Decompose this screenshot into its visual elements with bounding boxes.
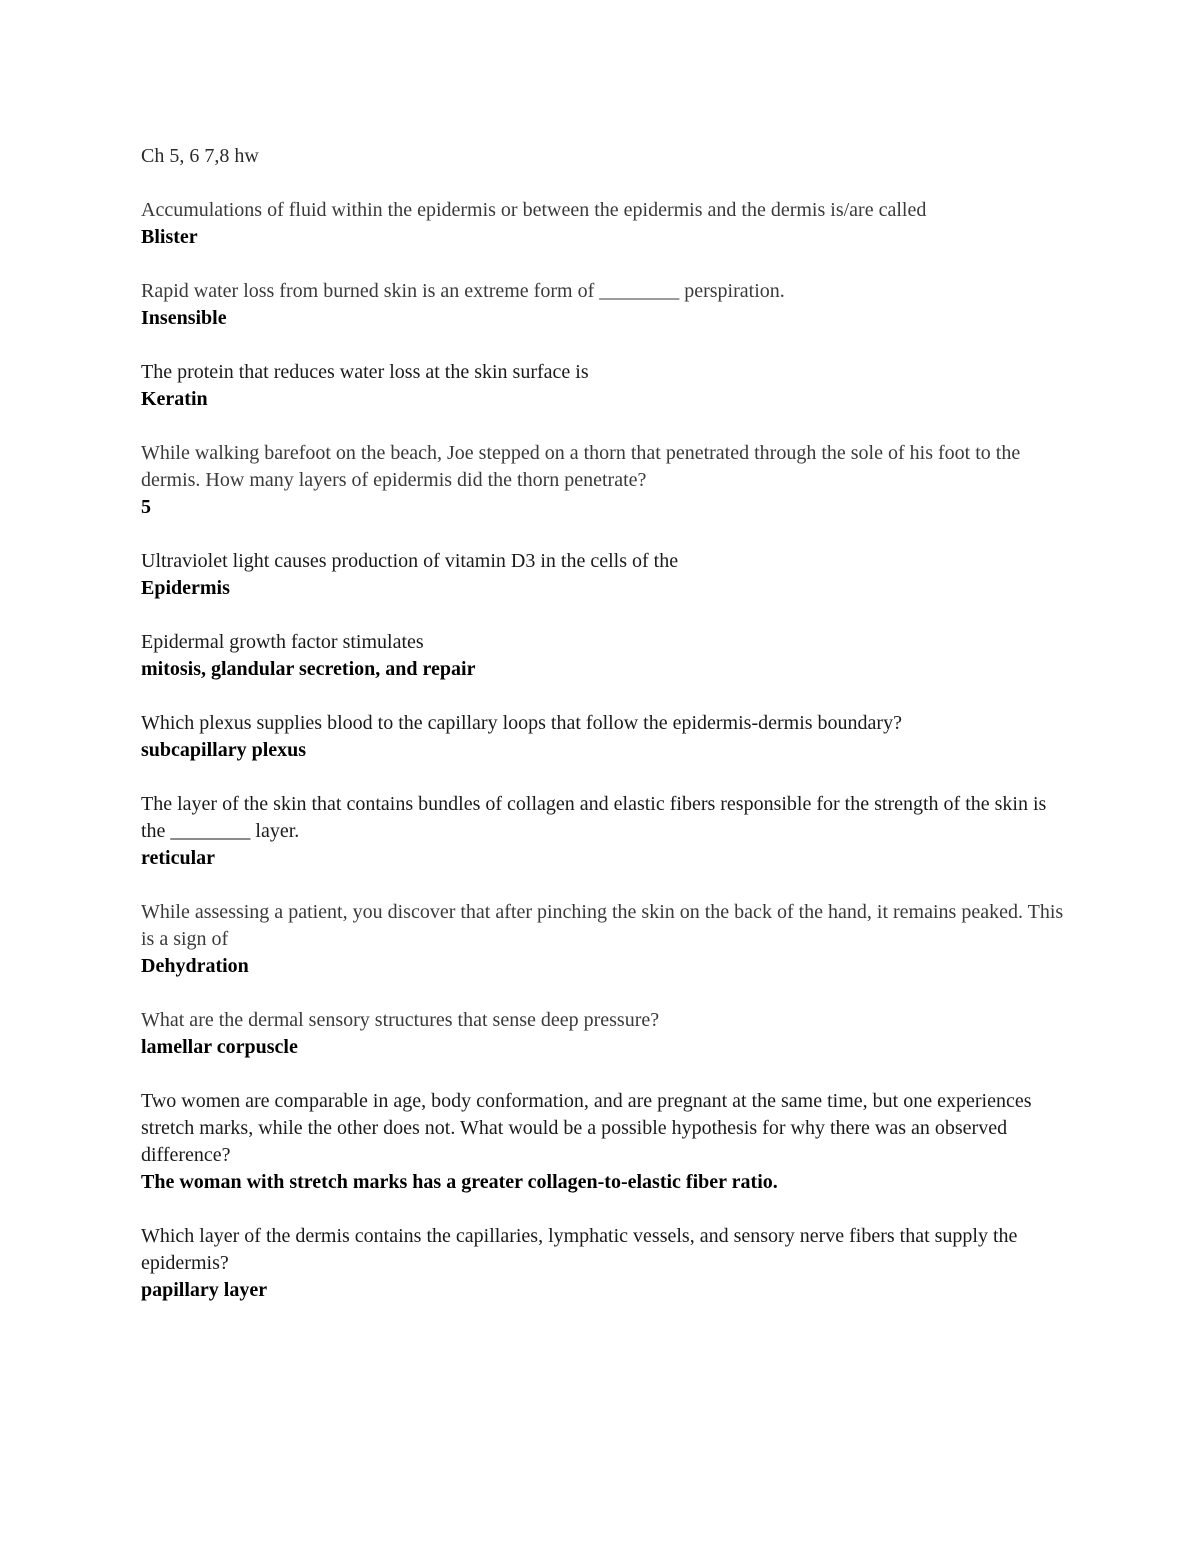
qa-item-12 (141, 1223, 1071, 1304)
question-text: Two women are comparable in age, body conformation, and are pregnant at the same time, but one experiences stretch marks, while the other does not. What would be a possible hypothesis for why there was an observed difference? (141, 1090, 1032, 1166)
answer-text: Dehydration (141, 955, 249, 977)
answer-text: Keratin (141, 388, 208, 410)
question-text: The layer of the skin that contains bundles of collagen and elastic fibers responsible for the strength of the skin is the ________ layer. (141, 793, 1047, 842)
answer-text: Blister (141, 226, 198, 248)
answer-text: mitosis, glandular secretion, and repair (141, 658, 476, 680)
question-text: While assessing a patient, you discover that after pinching the skin on the back of the hand, it remains peaked. This is a sign of (141, 901, 1064, 950)
qa-item-5 (141, 548, 1071, 602)
qa-item-1 (141, 197, 1071, 251)
qa-item-2 (141, 278, 1071, 332)
question-text: Which plexus supplies blood to the capillary loops that follow the epidermis-dermis boundary? (141, 712, 902, 734)
answer-text: Epidermis (141, 577, 230, 599)
question-text: What are the dermal sensory structures that sense deep pressure? (141, 1009, 660, 1031)
question-text: Accumulations of fluid within the epidermis or between the epidermis and the dermis is/are called (141, 199, 927, 221)
qa-item-4 (141, 440, 1071, 521)
answer-text: The woman with stretch marks has a greater collagen-to-elastic fiber ratio. (141, 1171, 778, 1193)
qa-item-9 (141, 899, 1071, 980)
qa-item-6 (141, 629, 1071, 683)
page-title: Ch 5, 6 7,8 hw (141, 145, 259, 167)
qa-item-10 (141, 1007, 1071, 1061)
answer-text: subcapillary plexus (141, 739, 307, 761)
answer-text: Insensible (141, 307, 227, 329)
qa-item-3 (141, 359, 1071, 413)
question-text: Rapid water loss from burned skin is an extreme form of ________ perspiration. (141, 280, 785, 302)
question-text: While walking barefoot on the beach, Joe stepped on a thorn that penetrated through the sole of his foot to the dermis. How many layers of epidermis did the thorn penetrate? (141, 442, 1021, 491)
question-text: Ultraviolet light causes production of vitamin D3 in the cells of the (141, 550, 679, 572)
answer-text: reticular (141, 847, 216, 869)
answer-text: papillary layer (141, 1279, 268, 1301)
answer-text: lamellar corpuscle (141, 1036, 298, 1058)
question-text: Epidermal growth factor stimulates (141, 631, 424, 653)
answer-text: 5 (141, 496, 151, 518)
question-text: The protein that reduces water loss at the skin surface is (141, 361, 589, 383)
document-page (141, 143, 1071, 1331)
qa-item-7 (141, 710, 1071, 764)
qa-item-8 (141, 791, 1071, 872)
question-text: Which layer of the dermis contains the capillaries, lymphatic vessels, and sensory nerve fibers that supply the epidermis? (141, 1225, 1018, 1274)
qa-item-11 (141, 1088, 1071, 1196)
